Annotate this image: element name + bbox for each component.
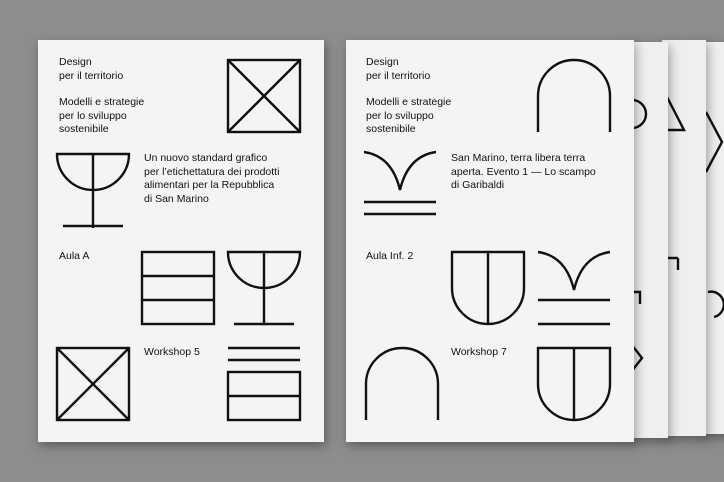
half-circle-icon	[628, 42, 668, 438]
wave-bars-icon	[364, 152, 436, 214]
arch-icon	[538, 60, 610, 132]
chalice-icon	[57, 154, 129, 228]
poster-subtitle: Modelli e strategie per lo sviluppo sostenibile	[59, 96, 145, 136]
stacked-bars-icon	[142, 252, 214, 324]
crossed-box-icon	[57, 348, 129, 420]
poster-description: San Marino, terra libera terra aperta. Evento 1 — Lo scampo di Garibaldi	[451, 152, 596, 192]
poster-room: Aula Inf. 2	[366, 250, 414, 262]
poster-back-1	[628, 42, 668, 438]
poster-title: Design per il territorio	[59, 56, 124, 82]
shield-icon	[538, 348, 610, 420]
poster-subtitle: Modelli e strategie per lo sviluppo sostenibile	[366, 96, 452, 136]
poster-workshop: Workshop 5	[144, 346, 200, 358]
triangle-icon	[662, 40, 706, 436]
poster-title: Design per il territorio	[366, 56, 431, 82]
poster-workshop: Workshop 7	[451, 346, 507, 358]
poster-description: Un nuovo standard grafico per l’etichettatura dei prodotti alimentari per la Repubblica di San Marino	[144, 152, 280, 205]
poster-room: Aula A	[59, 250, 90, 262]
chalice-icon	[228, 252, 300, 326]
shield-icon	[452, 252, 524, 324]
poster-left	[38, 40, 324, 442]
crossed-box-icon	[228, 60, 300, 132]
poster-right	[346, 40, 634, 442]
stacked-bars-icon	[228, 348, 300, 420]
arch-icon	[366, 348, 438, 420]
poster-back-2	[662, 40, 706, 436]
wave-bars-icon	[538, 252, 610, 324]
